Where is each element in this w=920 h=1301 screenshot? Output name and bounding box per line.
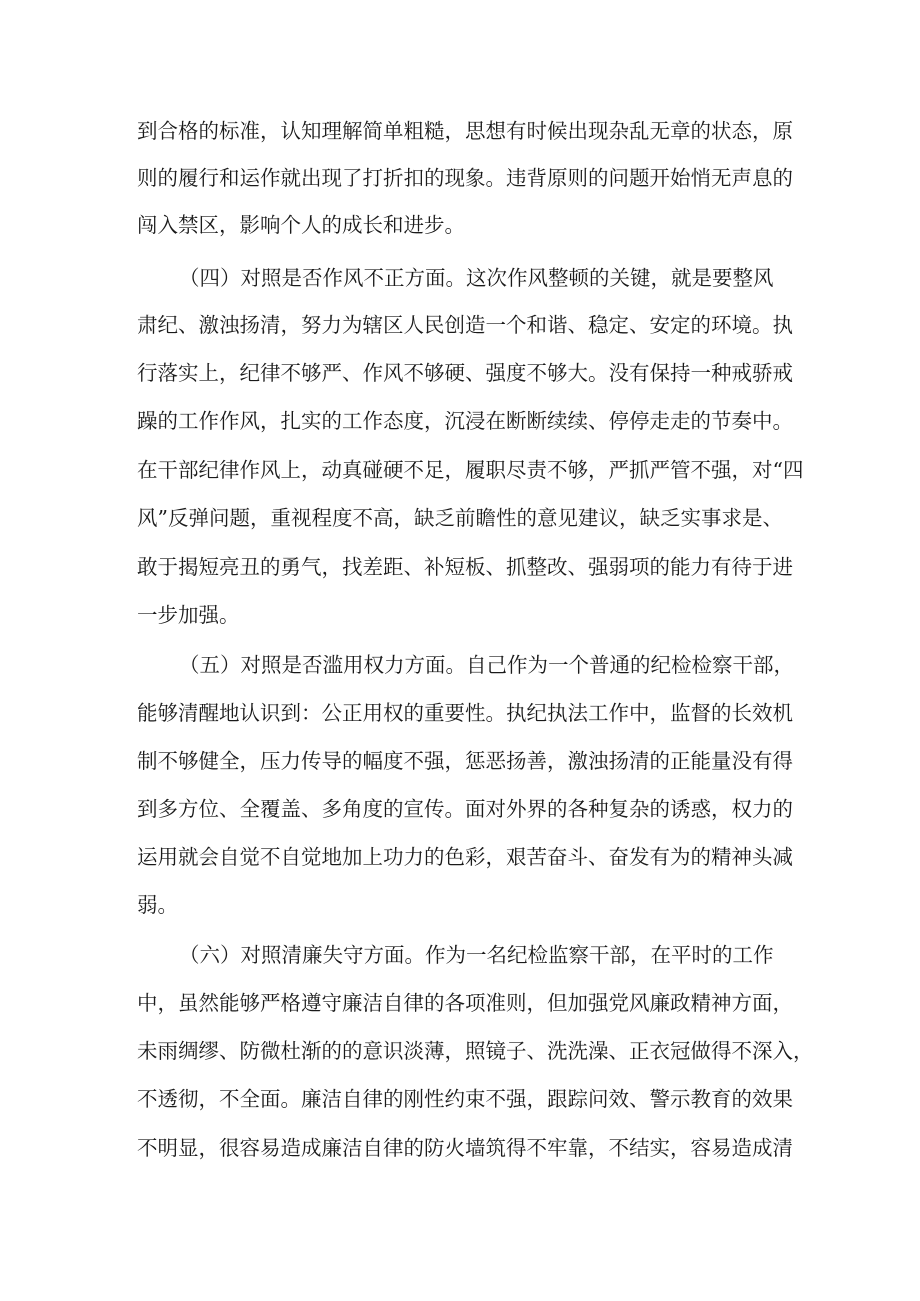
text-line: 肃纪、激浊扬清，努力为辖区人民创造一个和谐、稳定、安定的环境。执: [137, 313, 793, 337]
text-line: 能够清醒地认识到：公正用权的重要性。执纪执法工作中，监督的长效机: [137, 701, 793, 725]
paragraph-heading-6: （六）对照清廉失守方面。作为一名纪检监察干部，在平时的工作: [179, 943, 774, 967]
text-line: 躁的工作作风，扎实的工作态度，沉浸在断断续续、停停走走的节奏中。: [137, 409, 793, 433]
text-line: 不透彻，不全面。廉洁自律的刚性约束不强，跟踪问效、警示教育的效果: [137, 1087, 793, 1111]
text-line: 行落实上，纪律不够严、作风不够硬、强度不够大。没有保持一种戒骄戒: [137, 361, 793, 385]
text-line: 制不够健全，压力传导的幅度不强，惩恶扬善，激浊扬清的正能量没有得: [137, 749, 793, 773]
text-line: 运用就会自觉不自觉地加上功力的色彩，艰苦奋斗、奋发有为的精神头减: [137, 845, 793, 869]
text-line: 不明显，很容易造成廉洁自律的防火墙筑得不牢靠，不结实，容易造成清: [137, 1136, 793, 1160]
text-line: 一步加强。: [137, 603, 240, 627]
text-line: 弱。: [137, 893, 178, 917]
text-line: 中，虽然能够严格遵守廉洁自律的各项准则，但加强党风廉政精神方面，: [137, 991, 793, 1015]
text-line: 敢于揭短亮丑的勇气，找差距、补短板、抓整改、强弱项的能力有待于进: [137, 555, 793, 579]
text-line: 未雨绸缪、防微杜渐的的意识淡薄，照镜子、洗洗澡、正衣冠做得不深入，: [137, 1039, 814, 1063]
paragraph-heading-5: （五）对照是否滥用权力方面。自己作为一个普通的纪检检察干部，: [179, 653, 794, 677]
text-line: 风”反弹问题，重视程度不高，缺乏前瞻性的意见建议，缺乏实事求是、: [137, 506, 783, 530]
text-line: 到合格的标准，认知理解简单粗糙，思想有时候出现杂乱无章的状态，原: [137, 119, 793, 143]
text-line: 闯入禁区，影响个人的成长和进步。: [137, 213, 465, 237]
text-line: 则的履行和运作就出现了打折扣的现象。违背原则的问题开始悄无声息的: [137, 166, 793, 190]
text-line: 到多方位、全覆盖、多角度的宣传。面对外界的各种复杂的诱惑，权力的: [137, 797, 793, 821]
text-line: 在干部纪律作风上，动真碰硬不足，履职尽责不够，严抓严管不强，对“四: [137, 458, 804, 482]
paragraph-heading-4: （四）对照是否作风不正方面。这次作风整顿的关键，就是要整风: [179, 266, 774, 290]
